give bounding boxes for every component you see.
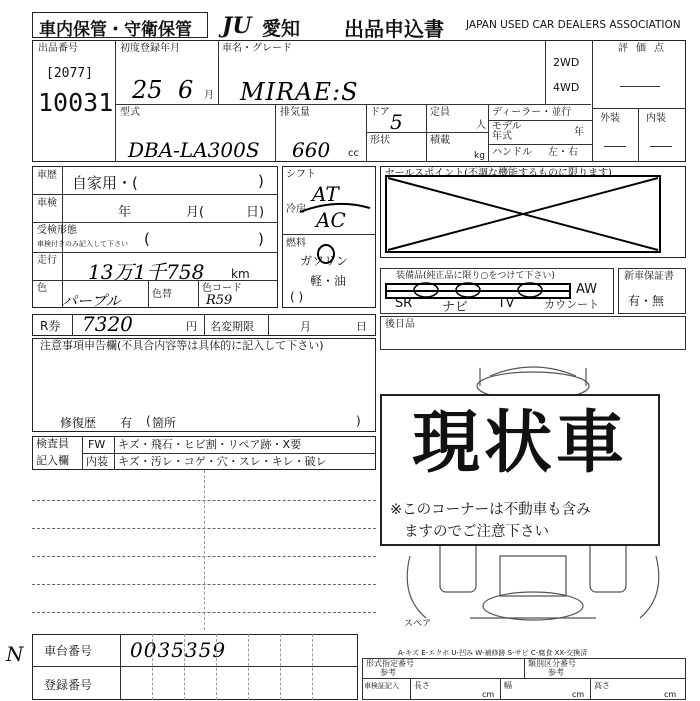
year-label: 年式 — [492, 131, 512, 142]
first-reg-month: 6 — [178, 76, 194, 104]
storage-box — [32, 12, 208, 38]
drive-2wd: 2WD — [553, 56, 580, 69]
handle-label: ハンドル — [492, 147, 532, 158]
cooler-label: 冷房 — [286, 204, 306, 215]
receive-label: 受検形態 — [37, 225, 77, 236]
month-unit: 月 — [204, 90, 214, 101]
shift-value: AT — [312, 182, 339, 206]
color-change-label: 色替 — [152, 289, 172, 300]
inspection-year: 年 — [118, 205, 132, 220]
fuel-option-diesel: 軽・油 — [310, 274, 347, 288]
repair-bracket-open: ( — [146, 414, 151, 428]
year-unit: 年 — [574, 127, 584, 138]
new-warranty-value: 有・無 — [628, 294, 665, 308]
car-name-label: 車名・グレード — [222, 43, 292, 54]
displacement-label: 排気量 — [280, 107, 310, 118]
height-unit: cm — [664, 690, 677, 699]
fuel-label: 燃料 — [286, 238, 306, 249]
registration-label: 登録番号 — [44, 678, 93, 692]
history-label: 車歴 — [37, 170, 57, 181]
capacity-label: 定員 — [430, 107, 450, 118]
recycle-label: R券 — [40, 319, 61, 333]
shift-strike-icon — [296, 178, 376, 240]
exterior-label: 外装 — [600, 113, 620, 124]
receive-sub-label: 車検付きのみ記入して下さい — [37, 240, 128, 248]
inspection-month: 月( — [186, 205, 205, 220]
chassis-label: 車台番号 — [44, 644, 93, 658]
inspector-label: 検査員 — [36, 437, 69, 450]
width-unit: cm — [572, 690, 585, 699]
name-change-label: 名変期限 — [210, 320, 254, 333]
type-ref-label: 参考 — [380, 668, 396, 677]
fuel-circle-icon — [314, 242, 338, 266]
damage-legend: A-キズ E-エクボ U-凹み W-補修跡 S-サビ C-腐食 XX-交換済 — [398, 649, 588, 657]
handle-value: 左・右 — [548, 147, 578, 158]
first-reg-year: 25 — [132, 76, 163, 104]
cooler-value: AC — [316, 208, 346, 232]
recycle-value: 7320 — [82, 312, 133, 336]
interior-label: 内装 — [646, 113, 666, 124]
equipment-note: 装備品(純正品に限り○をつけて下さい) — [396, 271, 555, 281]
score-label: 評価点 — [618, 43, 672, 54]
mileage-label: 走行 — [37, 255, 57, 266]
history-close: ) — [258, 172, 264, 190]
doors-label: ドア — [370, 107, 390, 118]
fuel-options: ガソリン — [300, 254, 349, 268]
interior-check-label: 内装 — [86, 455, 108, 468]
status-stamp — [380, 394, 660, 546]
new-warranty-label: 新車保証書 — [624, 271, 674, 282]
model-value: DBA-LA300S — [128, 138, 260, 162]
history-value: 自家用・( — [72, 174, 138, 192]
equipment-tv: TV — [497, 296, 515, 311]
color-code-label: 色コード — [202, 283, 242, 294]
name-change-day: 日 — [356, 320, 367, 333]
doors-value: 5 — [390, 110, 403, 134]
load-unit: kg — [474, 151, 485, 161]
model-label: 型式 — [120, 107, 140, 118]
inspection-day: 日) — [246, 205, 265, 220]
inspection-label: 車検 — [37, 198, 57, 209]
later-day-block — [380, 316, 686, 350]
notes-label: 注意事項申告欄(不具合内容等は具体的に記入して下さい) — [40, 339, 324, 352]
class-number-label: 類別区分番号 — [528, 659, 576, 668]
color-label: 色 — [37, 283, 47, 294]
org-name: 愛知 — [262, 18, 301, 40]
equipment-counter: カウンート — [544, 298, 600, 311]
type-number-label: 形式指定番号 — [366, 659, 414, 668]
fuel-paren: ( ) — [290, 290, 304, 304]
part-label: 箇所 — [152, 416, 177, 430]
height-label: 高さ — [594, 681, 610, 690]
color-value: パープル — [62, 292, 121, 310]
mileage-unit: km — [231, 267, 250, 281]
later-day-label: 後日品 — [385, 319, 415, 330]
equipment-strike-icon — [380, 272, 614, 302]
dealer-label: ディーラー・並行 — [492, 107, 572, 118]
displacement-value: 660 — [292, 138, 331, 162]
recycle-unit: 円 — [186, 320, 197, 333]
receive-open: ( — [144, 230, 150, 248]
reg-size-label: 車検証記入 — [364, 682, 399, 690]
first-reg-label: 初度登録年月 — [120, 43, 180, 54]
color-code: R59 — [206, 293, 233, 308]
form-title: 出品申込書 — [344, 17, 444, 41]
repair-bracket-close: ) — [356, 414, 361, 428]
repair-value: 有 — [120, 416, 133, 430]
equipment-navi: ナビ — [441, 300, 468, 315]
length-unit: cm — [482, 690, 495, 699]
inspector-label-2: 記入欄 — [36, 454, 69, 467]
equipment-sr: SR — [394, 296, 413, 311]
stamp-note-line1: ※このコーナーは不動車も含み — [390, 502, 591, 518]
class-ref-label: 参考 — [548, 668, 564, 677]
ju-logo: JU — [222, 13, 252, 39]
interior-items: キズ・汚レ・コゲ・穴・スレ・キレ・破レ — [118, 455, 327, 468]
stamp-note-line2: ますのでご注意下さい — [404, 524, 549, 540]
storage-label: 車内保管・守衛保管 — [39, 20, 192, 40]
lot-small-number: [2077] — [46, 66, 93, 81]
shape-label: 形状 — [370, 135, 390, 146]
load-label: 積載 — [430, 135, 450, 146]
margin-mark: N — [6, 642, 24, 666]
chassis-number: 0035359 — [130, 638, 227, 662]
lot-number: 10031 — [38, 88, 114, 117]
name-change-month: 月 — [300, 320, 311, 333]
length-label: 長さ — [414, 681, 430, 690]
receive-close: ) — [258, 230, 264, 248]
car-name: MIRAE:S — [240, 78, 359, 106]
spare-label: スペア — [404, 619, 432, 629]
model-year-label: モデル — [492, 121, 522, 132]
fw-label: FW — [88, 438, 106, 451]
width-label: 幅 — [504, 681, 512, 690]
shift-label: シフト — [286, 169, 316, 180]
drive-4wd: 4WD — [553, 81, 580, 94]
capacity-unit: 人 — [476, 120, 486, 131]
mileage-value: 13万1千758 — [88, 260, 205, 284]
fw-items: キズ・飛石・ヒビ割・リペア跡・X要 — [118, 438, 302, 451]
sales-point-label: セールスポイント(不調な機能するものに限ります) — [385, 168, 612, 179]
lot-label: 出品番号 — [38, 43, 78, 54]
org-name-en: JAPAN USED CAR DEALERS ASSOCIATION — [466, 19, 681, 31]
displacement-unit: cc — [348, 148, 359, 159]
stamp-main-text: 現状車 — [411, 404, 628, 483]
repair-label: 修復歴 — [60, 416, 97, 430]
sales-point-cross-icon — [384, 172, 664, 256]
equipment-aw: AW — [576, 282, 598, 297]
